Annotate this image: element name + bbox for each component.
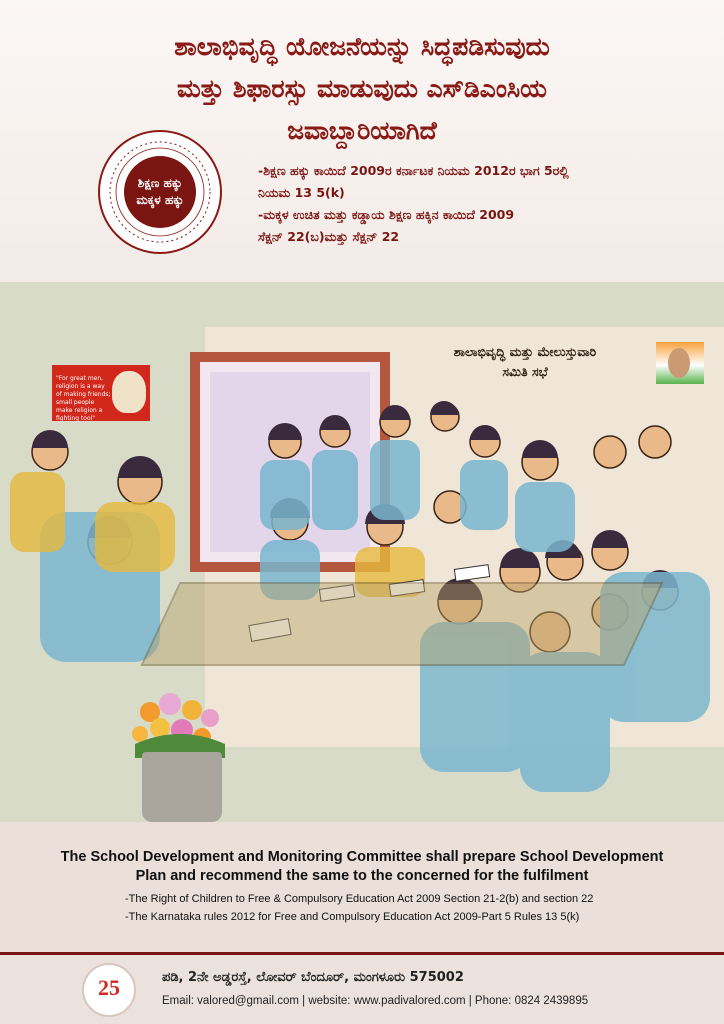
legal-line: ನಿಯಮ 13 5(k) — [258, 185, 345, 200]
seal-core — [124, 156, 196, 228]
caption-line: The School Development and Monitoring Committee shall prepare School Development — [60, 849, 664, 865]
seal-line: ಮಕ್ಕಳ ಹಕ್ಕು — [136, 193, 184, 207]
organization-address: ಪಡಿ, 2ನೇ ಅಡ್ಡರಸ್ತೆ, ಲೋವರ್ ಬೆಂದೂರ್, ಮಂಗಳೂರು 575002 — [162, 970, 464, 985]
logo-number: 25 — [98, 975, 120, 1000]
legal-references-kn — [258, 160, 698, 248]
english-caption — [20, 848, 704, 886]
title-line: ಮತ್ತು ಶಿಫಾರಸ್ಸು ಮಾಡುವುದು ಎಸ್‌ಡಿಎಂಸಿಯ — [177, 74, 547, 103]
board-line: ಶಾಲಾಭಿವೃದ್ಧಿ ಮತ್ತು ಮೇಲುಸ್ತುವಾರಿ — [453, 344, 597, 359]
contact-details: Email: valored@gmail.com | website: www.padivalored.com | Phone: 0824 2439895 — [162, 995, 589, 1007]
english-references — [125, 890, 705, 926]
reference-line: -The Right of Children to Free & Compulsory Education Act 2009 Section 21-2(b) and section 22 — [125, 893, 594, 905]
caption-band — [0, 822, 724, 952]
people-group-icon — [0, 282, 724, 822]
legal-line: -ಮಕ್ಕಳ ಉಚಿತ ಮತ್ತು ಕಡ್ಡಾಯ ಶಿಕ್ಷಣ ಹಕ್ಕಿನ ಕಾಯಿದೆ 2009 — [258, 207, 515, 222]
meeting-table — [140, 582, 663, 666]
meeting-illustration — [0, 282, 724, 822]
board-line: ಸಮಿತಿ ಸಭೆ — [502, 364, 548, 379]
padi-25-logo — [82, 963, 136, 1017]
title-line: ಜವಾಬ್ದಾರಿಯಾಗಿದೆ — [287, 116, 437, 145]
reference-line: -The Karnataka rules 2012 for Free and Compulsory Education Act 2009-Part 5 Rules 13 5(k) — [125, 911, 580, 923]
flower-vase — [142, 752, 222, 822]
caption-line: Plan and recommend the same to the concerned for the fulfilment — [135, 868, 589, 884]
title-line: ಶಾಲಾಭಿವೃದ್ಧಿ ಯೋಜನೆಯನ್ನು ಸಿದ್ಧಪಡಿಸುವುದು — [174, 32, 550, 61]
rte-seal — [98, 130, 222, 254]
legal-line: ಸೆಕ್ಷನ್ 22(ಬ)ಮತ್ತು ಸೆಕ್ಷನ್ 22 — [258, 229, 400, 244]
seal-line: ಶಿಕ್ಷಣ ಹಕ್ಕು — [137, 176, 183, 190]
legal-line: -ಶಿಕ್ಷಣ ಹಕ್ಕು ಕಾಯಿದೆ 2009ರ ಕರ್ನಾಟಕ ನಿಯಮ 2012ರ ಭಾಗ 5ರಲ್ಲಿ — [258, 163, 569, 178]
flowers-icon — [120, 682, 240, 762]
quote-text: "For great men, religion is a way of making friends; small people make religion a fighting tool" — [56, 375, 111, 422]
